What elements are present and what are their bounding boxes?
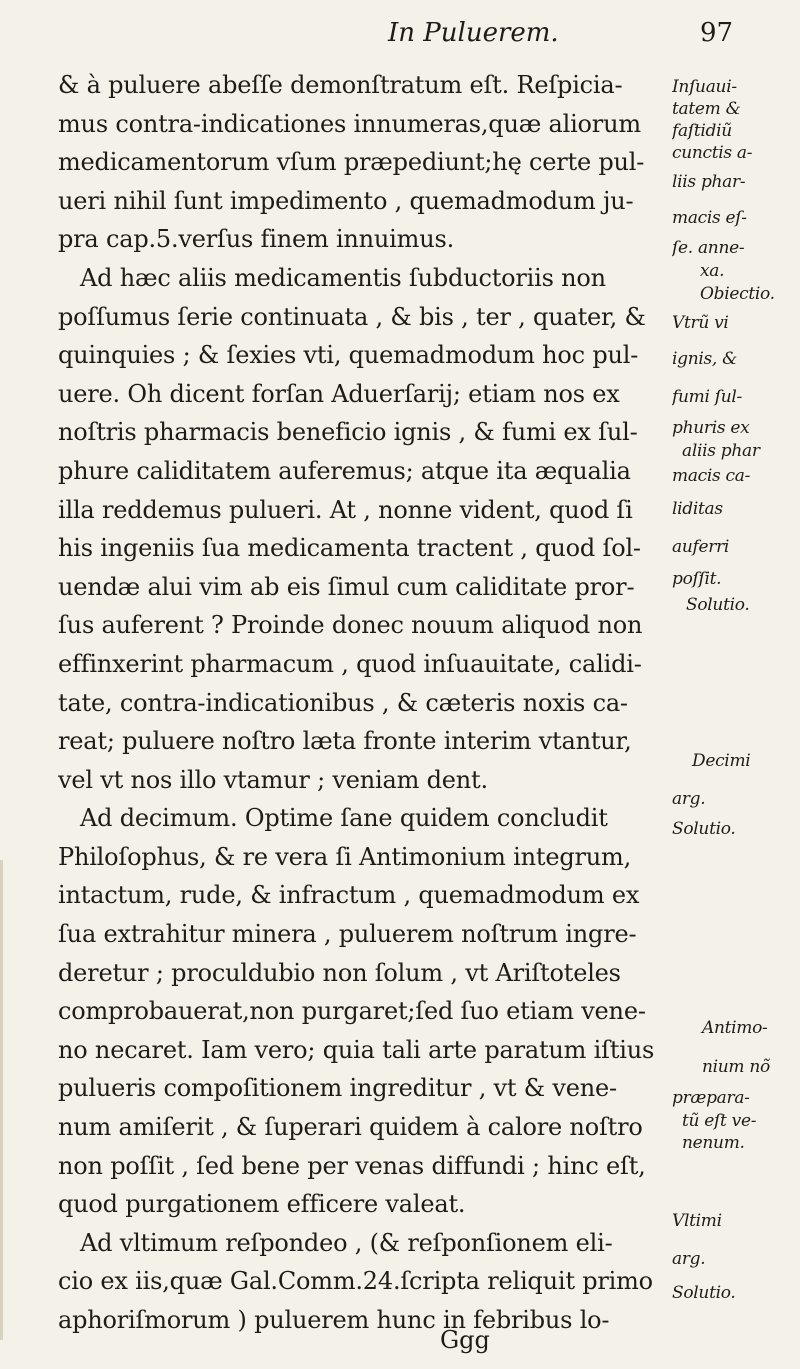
page-number: 97	[700, 18, 734, 48]
margin-note: aliis phar	[682, 441, 760, 461]
running-title: In Puluerem.	[388, 18, 559, 48]
text-line: ueri nihil ſunt impedimento , quemadmodum ju-	[58, 186, 634, 215]
text-line: pra cap.5.verſus finem innuimus.	[58, 225, 455, 254]
text-line: num amiſerit , & ſuperari quidem à calore noſtro	[58, 1113, 643, 1142]
text-line: illa reddemus pulueri. At , nonne vident, quod ſi	[58, 495, 633, 524]
text-line: Ad vltimum reſpondeo , (& reſponſionem eli-	[80, 1228, 613, 1257]
text-line: Ad hæc aliis medicamentis ſubductoriis non	[80, 263, 606, 292]
margin-note: liditas	[672, 499, 723, 519]
page-edge-shadow	[0, 860, 3, 1340]
margin-note: liis phar-	[672, 172, 746, 192]
text-line: ſua extrahitur minera , puluerem noſtrum ingre-	[58, 920, 637, 949]
text-line: pulueris compoſitionem ingreditur , vt & vene-	[58, 1074, 617, 1103]
margin-note: nium nõ	[702, 1057, 770, 1077]
text-line: no necaret. Iam vero; quia tali arte paratum iſtius	[58, 1035, 655, 1064]
margin-note: nenum.	[682, 1133, 745, 1153]
margin-note: præpara-	[672, 1088, 750, 1108]
text-line: his ingeniis ſua medicamenta tractent , quod ſol-	[58, 534, 641, 563]
margin-note: arg.	[672, 1249, 706, 1269]
margin-note: fumi ſul-	[672, 387, 742, 407]
text-line: non poſſit , ſed bene per venas diffundi ; hinc eſt,	[58, 1151, 646, 1180]
margin-note: tũ eſt ve-	[682, 1111, 757, 1131]
margin-note: Obiectio.	[700, 284, 775, 304]
text-line: poſſumus ſerie continuata , & bis , ter , quater, &	[58, 302, 646, 331]
margin-note: auferri	[672, 537, 730, 557]
text-line: & à puluere abeſſe demonſtratum eſt. Reſpicia-	[58, 71, 623, 99]
margin-note: ſe. anne-	[672, 238, 745, 258]
margin-note: macis ca-	[672, 466, 751, 486]
text-line: vel vt nos illo vtamur ; veniam dent.	[58, 765, 488, 794]
text-line: comprobauerat,non purgaret;ſed ſuo etiam vene-	[58, 997, 646, 1026]
main-text-column	[58, 66, 668, 1340]
margin-note: Decimi	[692, 751, 751, 771]
margin-note: Vtrũ vi	[672, 313, 729, 333]
margin-note: ignis, &	[672, 349, 737, 369]
text-line: cio ex iis,quæ Gal.Comm.24.ſcripta reliquit primo	[58, 1267, 653, 1296]
catchword: Ggg	[440, 1326, 490, 1354]
text-line: medicamentorum vſum præpediunt;hę certe pul-	[58, 148, 645, 177]
text-line: ſus auferent ? Proinde donec nouum aliquod non	[58, 611, 643, 640]
margin-note: faſtidiũ	[672, 121, 732, 141]
margin-note: Inſuaui-	[672, 77, 737, 97]
text-line: uere. Oh dicent forſan Aduerſarij; etiam nos ex	[58, 379, 620, 408]
margin-note: cunctis a-	[672, 143, 753, 163]
margin-note: phuris ex	[672, 418, 750, 438]
text-line: Ad decimum. Optime ſane quidem concludit	[80, 804, 608, 833]
text-line: noſtris pharmacis beneficio ignis , & fumi ex ſul-	[58, 418, 638, 447]
text-line: quinquies ; & ſexies vti, quemadmodum hoc pul-	[58, 341, 639, 370]
margin-note: macis eſ-	[672, 208, 747, 228]
text-line: intactum, rude, & infractum , quemadmodum ex	[58, 881, 640, 910]
text-line: effinxerint pharmacum , quod inſuauitate, calidi-	[58, 649, 642, 678]
text-line: phure caliditatem auferemus; atque ita æqualia	[58, 456, 631, 485]
text-line: reat; puluere noſtro læta fronte interim vtantur,	[58, 727, 632, 756]
marginal-notes	[672, 66, 796, 1308]
margin-note: poſſit.	[672, 569, 722, 589]
margin-note: xa.	[700, 261, 725, 281]
margin-note: arg.	[672, 789, 706, 809]
margin-note: Antimo-	[702, 1018, 768, 1038]
margin-note: Solutio.	[686, 595, 750, 615]
text-line: aphoriſmorum ) puluerem hunc in febribus lo-	[58, 1306, 610, 1334]
text-line: tate, contra-indicationibus , & cæteris noxis ca-	[58, 688, 628, 717]
margin-note: Solutio.	[672, 1283, 736, 1303]
margin-note: Vltimi	[672, 1211, 722, 1231]
margin-note: tatem &	[672, 99, 741, 119]
page-header	[0, 10, 800, 60]
text-line: quod purgationem efficere valeat.	[58, 1190, 466, 1219]
text-line: uendæ alui vim ab eis ſimul cum caliditate pror-	[58, 572, 635, 601]
text-line: mus contra-indicationes innumeras,quæ aliorum	[58, 109, 641, 138]
text-line: deretur ; proculdubio non ſolum , vt Ariſtoteles	[58, 958, 621, 987]
text-line: Philoſophus, & re vera ſi Antimonium integrum,	[58, 842, 631, 871]
margin-note: Solutio.	[672, 819, 736, 839]
